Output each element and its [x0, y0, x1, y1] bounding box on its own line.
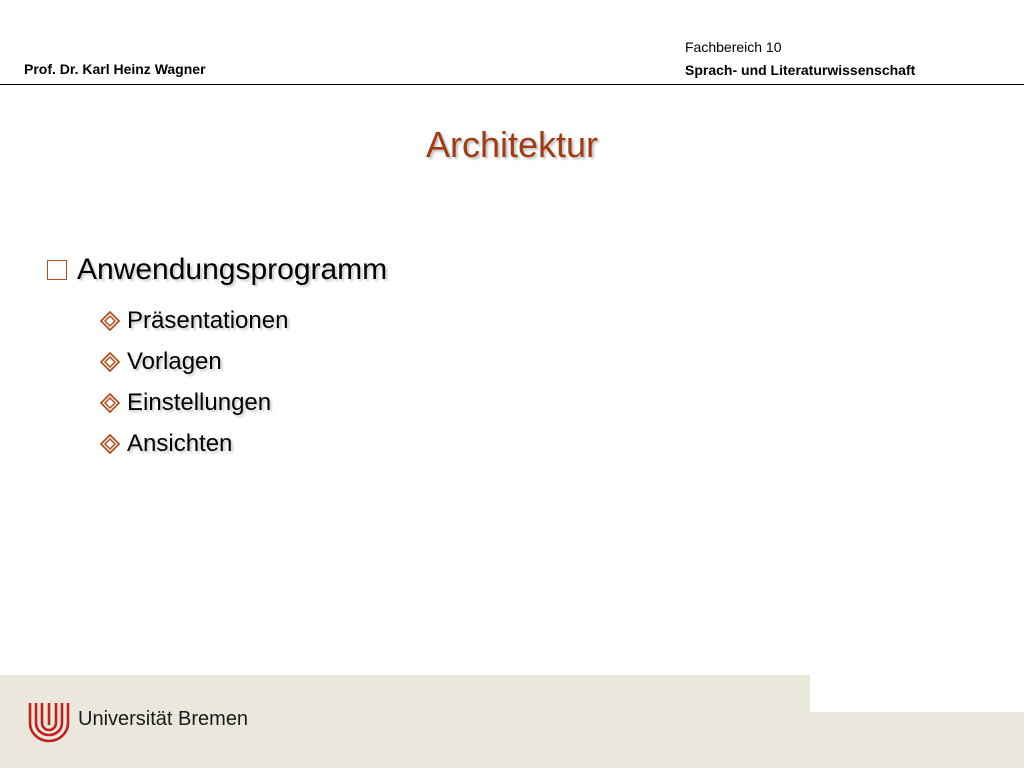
diamond-bullet-icon — [100, 434, 120, 454]
sub-bullet-list — [100, 300, 288, 464]
sub-bullet-item — [100, 341, 288, 382]
bullet-level-1 — [47, 253, 387, 287]
sub-bullet-label: Vorlagen — [127, 347, 222, 375]
bullet-label: Anwendungsprogramm — [77, 253, 388, 286]
diamond-bullet-icon — [100, 393, 120, 413]
footer-band-extension — [810, 712, 1024, 768]
sub-bullet-label: Präsentationen — [127, 306, 289, 334]
subject-area: Sprach- und Literaturwissenschaft — [685, 62, 916, 78]
sub-bullet-item — [100, 382, 288, 423]
diamond-bullet-icon — [100, 311, 120, 331]
slide-title: Architektur — [425, 124, 599, 165]
department: Fachbereich 10 — [685, 39, 782, 55]
universitaet-bremen-logo — [26, 701, 72, 743]
sub-bullet-item — [100, 423, 288, 464]
diamond-bullet-icon — [100, 352, 120, 372]
header-department-block — [685, 38, 915, 80]
author-name: Prof. Dr. Karl Heinz Wagner — [24, 61, 206, 77]
header-divider — [0, 84, 1024, 85]
sub-bullet-item — [100, 300, 288, 341]
institution-name: Universität Bremen — [78, 708, 249, 730]
square-bullet-icon — [47, 260, 67, 280]
sub-bullet-label: Einstellungen — [127, 388, 272, 416]
sub-bullet-label: Ansichten — [127, 429, 233, 457]
